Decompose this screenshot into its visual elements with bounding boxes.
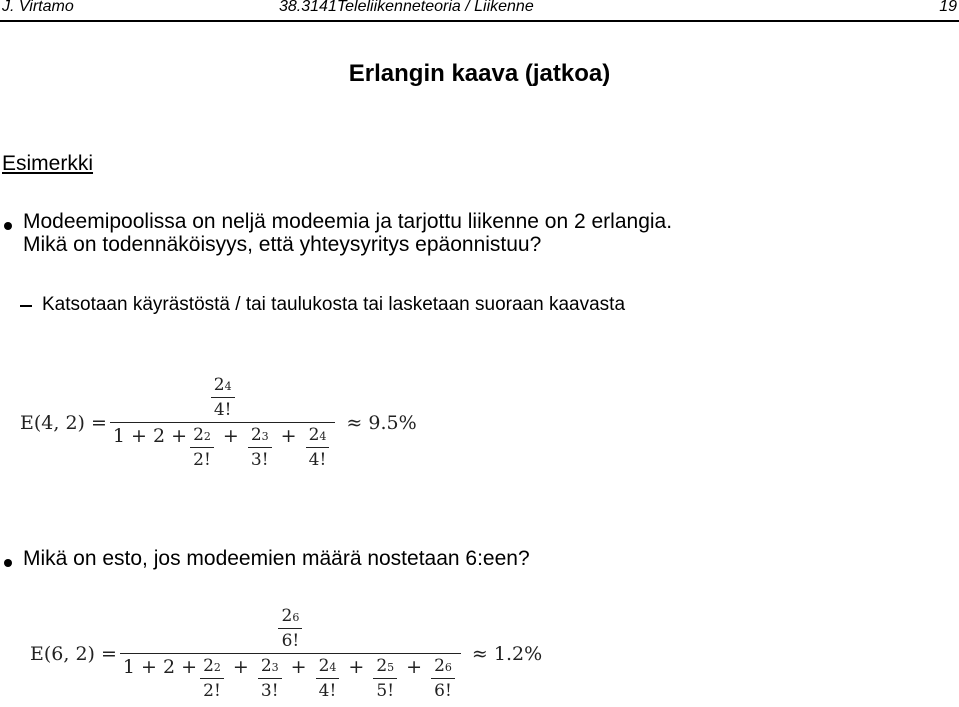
section-heading: Esimerkki <box>2 152 94 175</box>
formula-1-term-4: 2 $^4$ 4! <box>306 425 330 470</box>
formula-2-term-2: 2 $^2$ 2! <box>200 656 224 701</box>
formula-2-main-fraction <box>120 606 461 701</box>
formula-2-numerator: 2 $^6$ 6! <box>278 606 302 651</box>
bullet-dot <box>4 222 12 230</box>
body-line-1: Modeemipoolissa on neljä modeemia ja tarjottu liikenne on 2 erlangia. <box>23 210 673 233</box>
formula-2 <box>30 606 542 701</box>
formula-2-term-6: 2 $^6$ 6! <box>431 656 455 701</box>
header-page-number: 19 <box>939 0 957 15</box>
formula-2-term-3: 2 $^3$ 3! <box>258 656 282 701</box>
bullet-dot <box>4 559 12 567</box>
header-course: 38.3141Teleliikenneteoria / Liikenne <box>279 0 534 15</box>
header-rule <box>0 20 959 22</box>
formula-1-result: ≈ 9.5% <box>346 411 417 434</box>
dash-marker <box>20 305 32 307</box>
formula-1-term-3: 2 $^3$ 3! <box>248 425 272 470</box>
formula-2-lhs: E(6, 2) = <box>30 642 117 665</box>
slide-title: Erlangin kaava (jatkoa) <box>348 60 611 87</box>
formula-2-result: ≈ 1.2% <box>471 642 543 665</box>
formula-2-term-5: 2 $^5$ 5! <box>373 656 397 701</box>
formula-1-main-fraction <box>110 375 335 470</box>
formula-1-lhs: E(4, 2) = <box>20 411 107 434</box>
body-line-4: Mikä on esto, jos modeemien määrä nostetaan 6:een? <box>23 547 530 570</box>
body-line-2: Mikä on todennäköisyys, että yhteysyritys epäonnistuu? <box>23 233 542 256</box>
header-author: J. Virtamo <box>2 0 74 15</box>
formula-2-term-4: 2 $^4$ 4! <box>316 656 340 701</box>
formula-1-denominator: 1 + 2 + 2 $^2$ 2! + 2 $^3$ 3! + 2 $^4$ 4! <box>110 423 335 470</box>
formula-2-denominator: 1 + 2 + 2 $^2$ 2! + 2 $^3$ 3! + 2 $^4$ 4! + 2 $^5$ 5! + 2 $^6$ 6! <box>120 654 461 701</box>
formula-1-term-2: 2 $^2$ 2! <box>190 425 214 470</box>
formula-1 <box>20 375 417 470</box>
formula-1-numerator: 2 $^4$ 4! <box>211 375 235 420</box>
body-line-3: Katsotaan käyrästöstä / tai taulukosta tai lasketaan suoraan kaavasta <box>42 294 626 315</box>
